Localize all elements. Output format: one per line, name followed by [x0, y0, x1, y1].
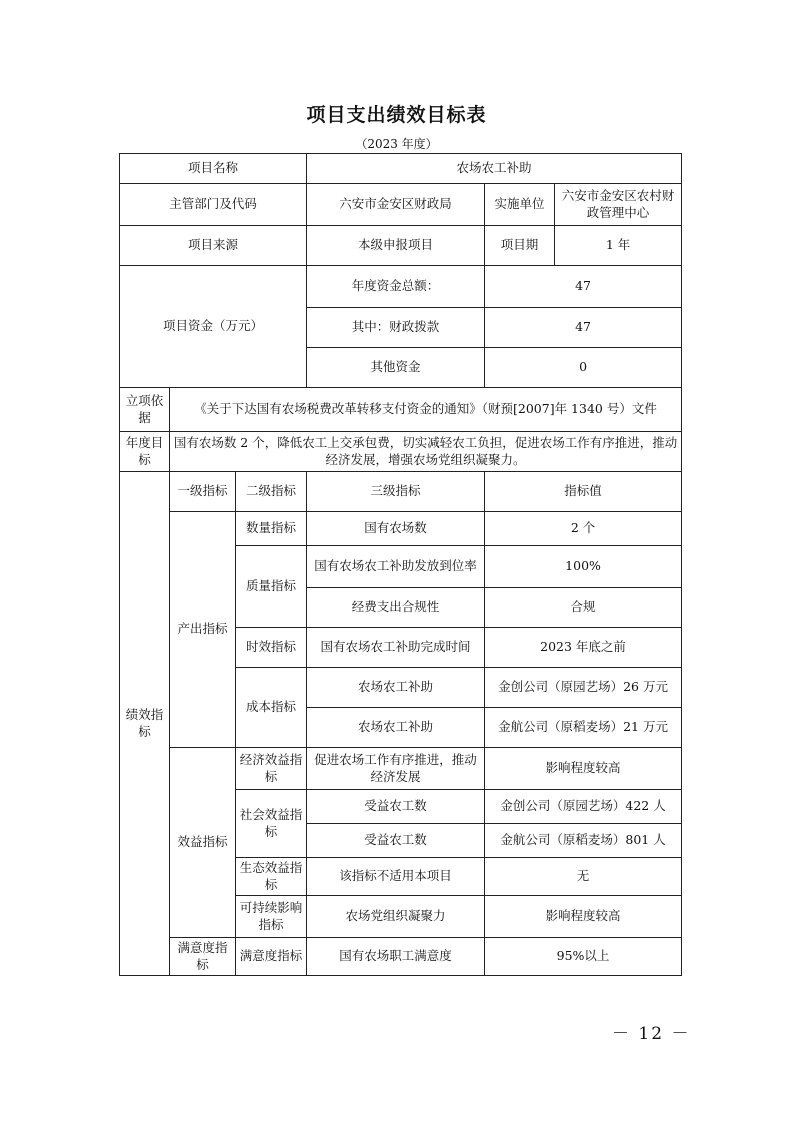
time-label: 时效指标: [236, 628, 307, 668]
quality-item-2: 经费支出合规性: [307, 588, 485, 628]
funds-other-label: 其他资金: [307, 348, 485, 388]
time-item: 国有农场农工补助完成时间: [307, 628, 485, 668]
year-subtitle: （2023 年度）: [355, 137, 438, 151]
econ-item: 促进农场工作有序推进，推动经济发展: [307, 748, 485, 790]
header-level2: 二级指标: [236, 472, 307, 512]
header-level1: 一级指标: [170, 472, 236, 512]
output-label: 产出指标: [170, 512, 236, 748]
performance-label: 绩效指标: [120, 472, 170, 976]
basis-value: 《关于下达国有农场税费改革转移支付资金的通知》（财预[2007]年 1340 号）文件: [170, 388, 682, 432]
performance-table: [119, 153, 682, 976]
goal-value: 国有农场数 2 个，降低农工上交承包费，切实减轻农工负担，促进农场工作有序推进，推动经济发展，增强农场党组织凝聚力。: [170, 432, 682, 472]
header-value: 指标值: [485, 472, 682, 512]
quality-value-1: 100%: [485, 546, 682, 588]
dept-value: 六安市金安区财政局: [307, 184, 485, 226]
quality-label: 质量指标: [236, 546, 307, 628]
social-value-2: 金航公司（原稻麦场）801 人: [485, 824, 682, 858]
source-label: 项目来源: [120, 226, 307, 266]
benefit-label: 效益指标: [170, 748, 236, 938]
eco-label: 生态效益指标: [236, 858, 307, 896]
funds-label: 项目资金（万元）: [120, 266, 307, 388]
cost-item-2: 农场农工补助: [307, 708, 485, 748]
funds-other-value: 0: [485, 348, 682, 388]
page-number: － 12 －: [612, 1024, 691, 1044]
impl-unit-value: 六安市金安区农村财政管理中心: [555, 184, 682, 226]
quantity-value: 2 个: [485, 512, 682, 546]
satisfaction-value: 95%以上: [485, 938, 682, 976]
funds-fiscal-label: 其中：财政拨款: [307, 308, 485, 348]
funds-total-value: 47: [485, 266, 682, 308]
impl-unit-label: 实施单位: [485, 184, 555, 226]
dept-label: 主管部门及代码: [120, 184, 307, 226]
satisfaction-item: 国有农场职工满意度: [307, 938, 485, 976]
quantity-label: 数量指标: [236, 512, 307, 546]
eco-value: 无: [485, 858, 682, 896]
sustain-item: 农场党组织凝聚力: [307, 896, 485, 938]
cost-value-2: 金航公司（原稻麦场）21 万元: [485, 708, 682, 748]
social-item-2: 受益农工数: [307, 824, 485, 858]
project-name-label: 项目名称: [120, 154, 307, 184]
table-row: [120, 748, 682, 790]
eco-item: 该指标不适用本项目: [307, 858, 485, 896]
funds-total-label: 年度资金总额：: [307, 266, 485, 308]
header-level3: 三级指标: [307, 472, 485, 512]
table-row: [120, 388, 682, 432]
quantity-item: 国有农场数: [307, 512, 485, 546]
time-value: 2023 年底之前: [485, 628, 682, 668]
table-row: [120, 472, 682, 512]
social-label: 社会效益指标: [236, 790, 307, 858]
table-row: [120, 512, 682, 546]
cost-label: 成本指标: [236, 668, 307, 748]
satisfaction-label: 满意度指标: [170, 938, 236, 976]
project-name-value: 农场农工补助: [307, 154, 682, 184]
table-row: [120, 184, 682, 226]
cost-item-1: 农场农工补助: [307, 668, 485, 708]
period-value: 1 年: [555, 226, 682, 266]
funds-fiscal-value: 47: [485, 308, 682, 348]
econ-label: 经济效益指标: [236, 748, 307, 790]
quality-value-2: 合规: [485, 588, 682, 628]
table-row: [120, 432, 682, 472]
social-item-1: 受益农工数: [307, 790, 485, 824]
table-row: [120, 154, 682, 184]
basis-label: 立项依据: [120, 388, 170, 432]
social-value-1: 金创公司（原园艺场）422 人: [485, 790, 682, 824]
table-row: [120, 938, 682, 976]
source-value: 本级申报项目: [307, 226, 485, 266]
sustain-value: 影响程度较高: [485, 896, 682, 938]
goal-label: 年度目标: [120, 432, 170, 472]
satisfaction-sub-label: 满意度指标: [236, 938, 307, 976]
cost-value-1: 金创公司（原园艺场）26 万元: [485, 668, 682, 708]
quality-item-1: 国有农场农工补助发放到位率: [307, 546, 485, 588]
table-row: [120, 226, 682, 266]
sustain-label: 可持续影响指标: [236, 896, 307, 938]
period-label: 项目期: [485, 226, 555, 266]
page-title: 项目支出绩效目标表: [306, 104, 487, 126]
table-row: [120, 266, 682, 308]
econ-value: 影响程度较高: [485, 748, 682, 790]
